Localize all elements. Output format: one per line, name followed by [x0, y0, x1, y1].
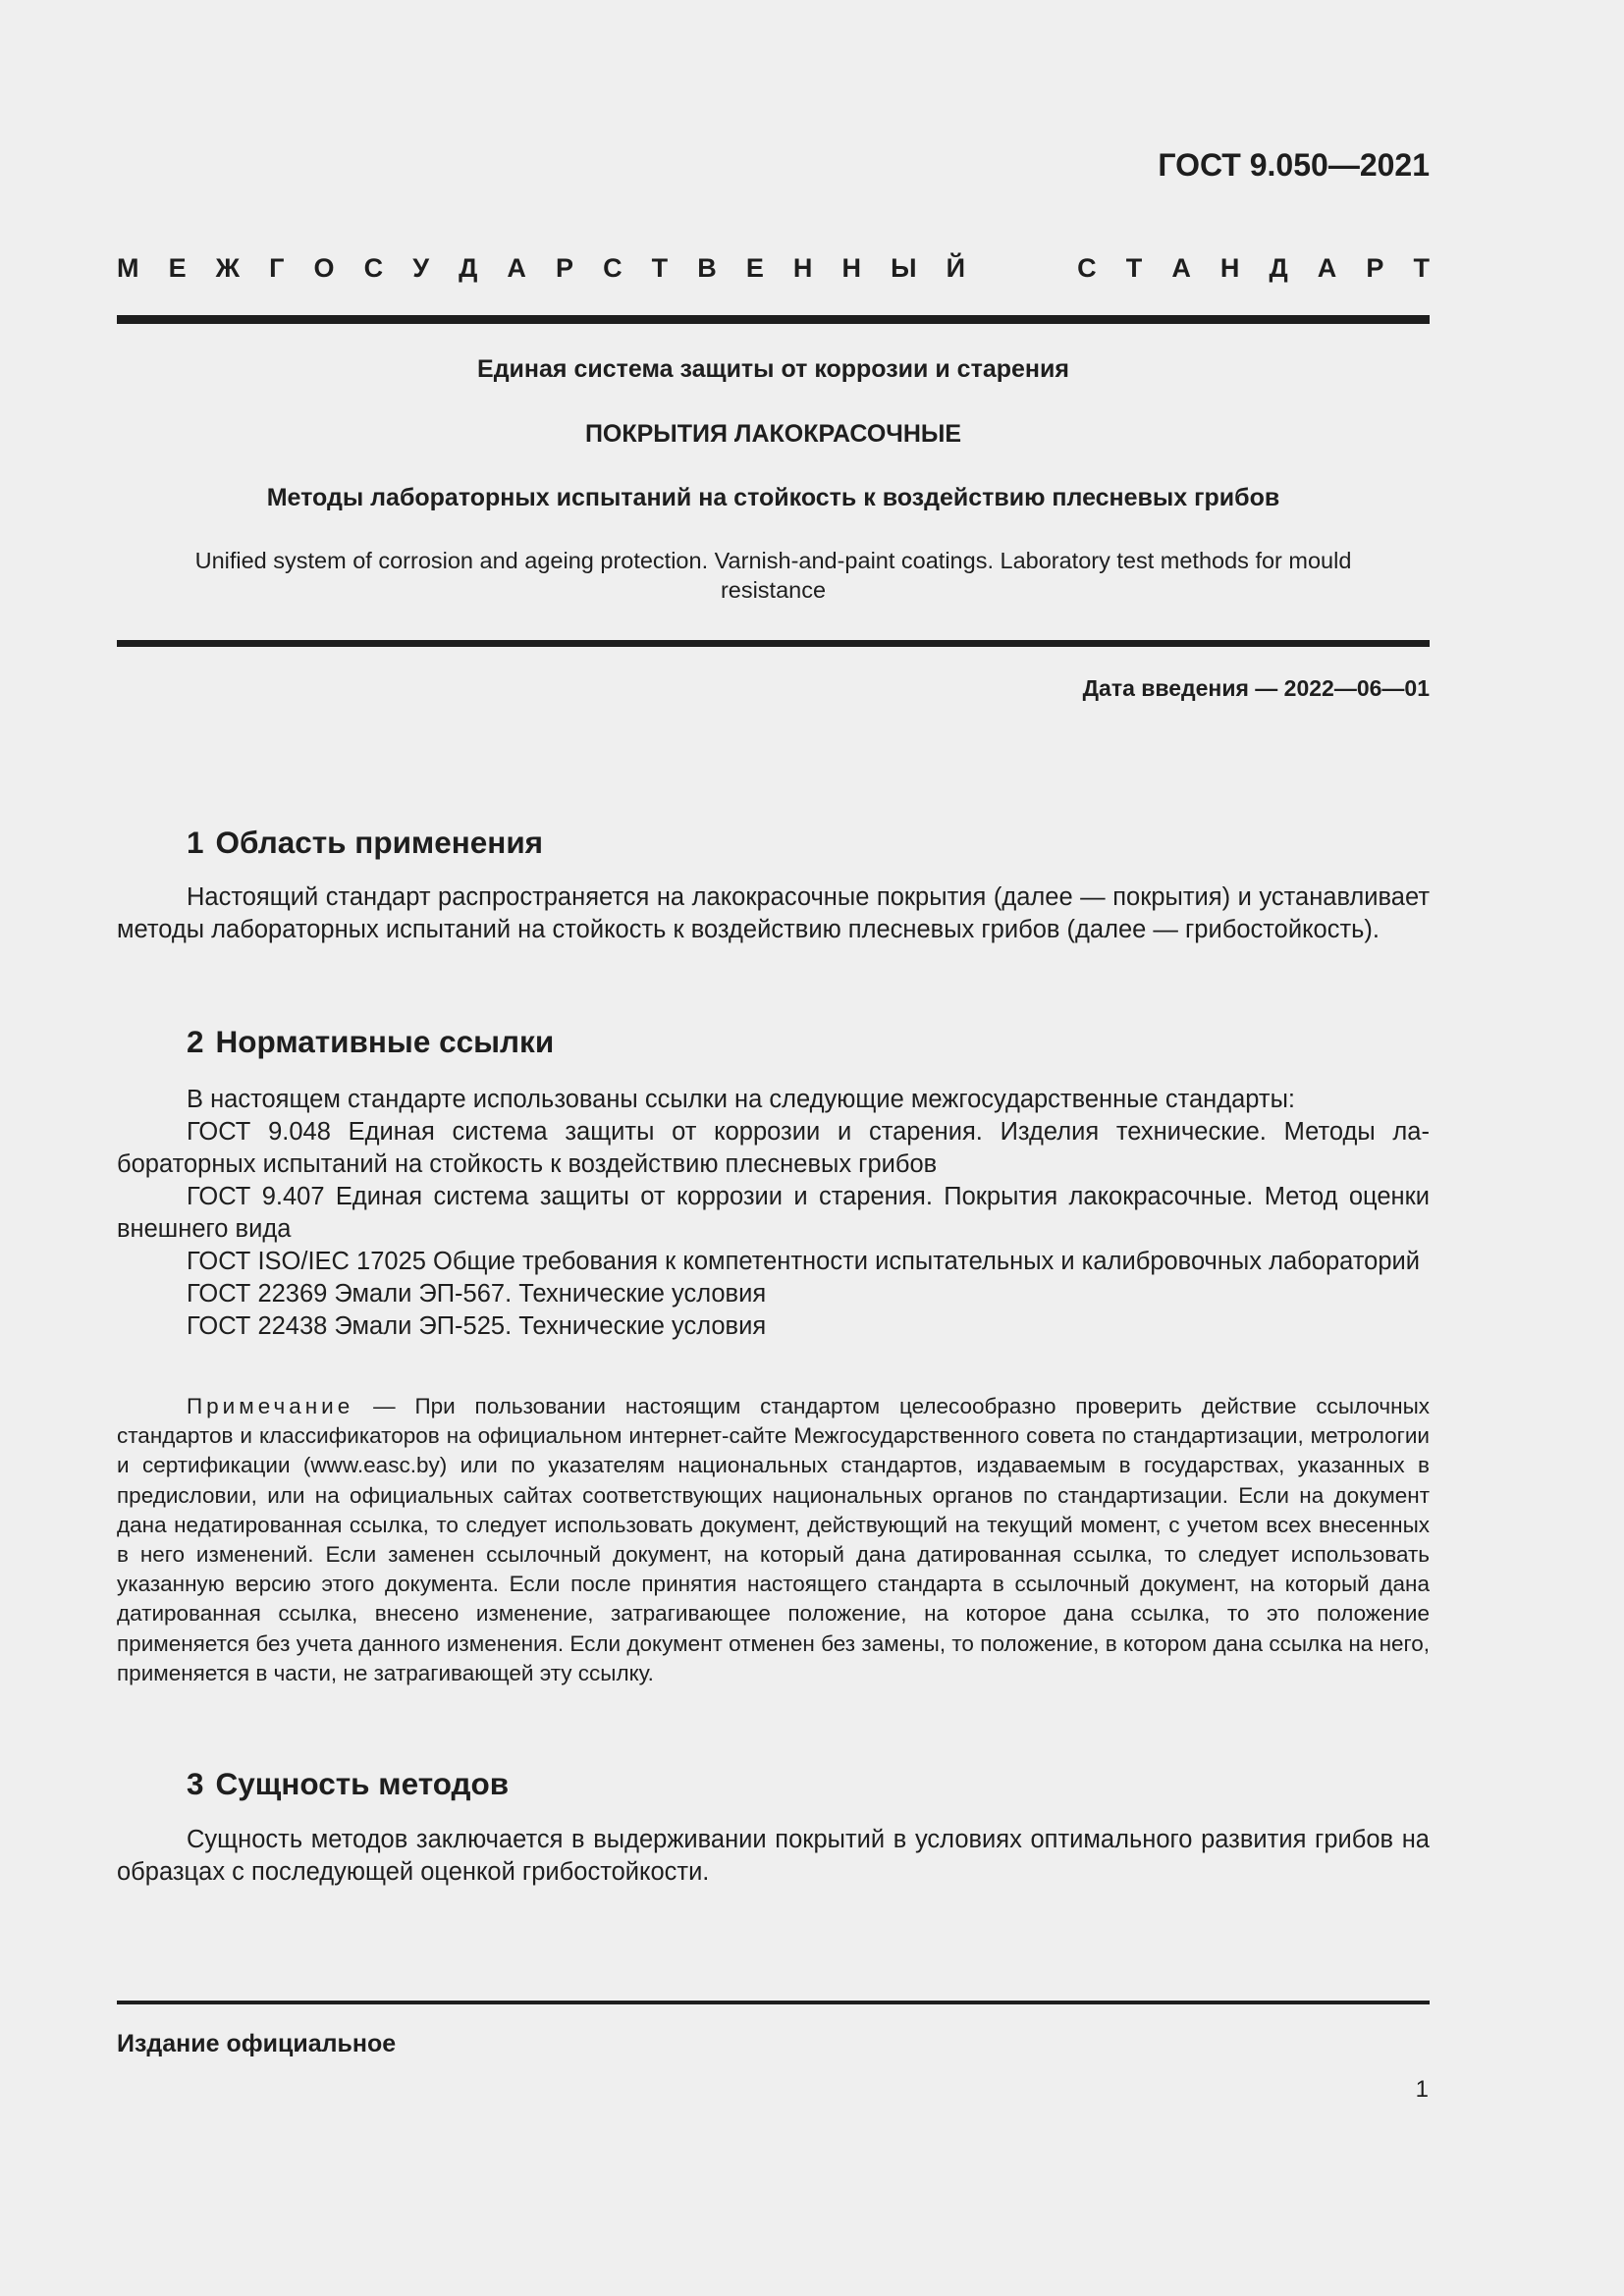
standard-type-letter: Р — [556, 253, 574, 283]
standard-type-letter: Т — [1125, 253, 1143, 283]
english-title: Unified system of corrosion and ageing protection. Varnish-and-paint coatings. Laboratory test methods for mould resistance — [194, 548, 1352, 603]
standard-type-letter: Ы — [891, 253, 917, 283]
section-title: Сущность методов — [215, 1766, 510, 1801]
standard-type-letter: С — [363, 253, 384, 283]
page-number: 1 — [1415, 2076, 1429, 2103]
reference-item: ГОСТ 22369 Эмали ЭП-567. Технические условия — [187, 1280, 767, 1308]
bottom-rule — [117, 2001, 1430, 2004]
standard-type-letter: А — [1317, 253, 1337, 283]
standard-type-letter: Д — [1269, 253, 1288, 283]
standard-type-letter: Т — [1413, 253, 1430, 283]
standard-type-letter: А — [507, 253, 526, 283]
standard-type-letter: Е — [745, 253, 764, 283]
system-title: Единая система защиты от коррозии и старения — [477, 355, 1069, 383]
standard-type-letter: А — [1171, 253, 1191, 283]
top-rule — [117, 315, 1430, 324]
standard-type-letter: Т — [651, 253, 669, 283]
section-1-text: Настоящий стандарт распространяется на лакокрасочные покрытия (далее — покрытия) и устанавливает методы лабораторных испытаний на стойкость к воздействию плесневых грибов (далее — грибостойкость). — [117, 883, 1430, 943]
section-title: Нормативные ссылки — [215, 1024, 555, 1059]
standard-type-letter: У — [412, 253, 430, 283]
standard-type-letter: Н — [1219, 253, 1240, 283]
standard-type-letter: Н — [841, 253, 861, 283]
section-number: 3 — [187, 1766, 204, 1801]
section-2-intro: В настоящем стандарте использованы ссылки на следующие межгосударственные стандарты: — [187, 1086, 1295, 1113]
edition-label: Издание официальное — [117, 2030, 397, 2057]
section-number: 1 — [187, 825, 204, 860]
standard-type-letter: Е — [168, 253, 187, 283]
note-label: Примечание — [187, 1394, 354, 1418]
document-title: ПОКРЫТИЯ ЛАКОКРАСОЧНЫЕ — [584, 420, 962, 448]
standard-type-letter: Н — [792, 253, 813, 283]
word-gap — [995, 253, 1048, 284]
middle-rule — [117, 640, 1430, 647]
standard-type-letter: В — [697, 253, 717, 283]
gost-number: ГОСТ 9.050—2021 — [1158, 147, 1430, 183]
standard-type-letter: Р — [1366, 253, 1384, 283]
standard-type-letter: М — [117, 253, 139, 283]
section-2-heading — [117, 1024, 1430, 1060]
section-3-text: Сущность методов заключается в выдерживании покрытий в условиях оптимального развития грибов на образцах с последующей оценкой грибостойкости. — [117, 1826, 1430, 1886]
reference-item: ГОСТ 9.048 Единая система защиты от коррозии и старения. Изделия технические. Методы лабораторных испытаний на стойкость к воздействию плесневых грибов — [117, 1118, 1430, 1178]
note-text: — При пользовании настоящим стандартом целесообразно проверить действие ссылочных стандартов и классификаторов на официальном интернет-сайте Межгосударственного совета по стандартизации, метрологии и сертификации (www.easc.by) или по указателям национальных стандартов, издаваемым в государствах, указанных в предисловии, или на официальных сайтах соответствующих национальных органов по стандартизации. Если на документ дана недатированная ссылка, то следует использовать документ, действующий на текущий момент, с учетом всех внесенных в него изменений. Если заменен ссылочный документ, на который дана датированная ссылка, то следует использовать указанную версию этого документа. Если после принятия настоящего стандарта в ссылочный документ, на который дана датированная ссылка, внесено изменение, затрагивающее положение, на которое дана ссылка, то это положение применяется без учета данного изменения. Если документ отменен без замены, то положение, в котором дана ссылка на него, применяется в части, не затрагивающей эту ссылку. — [117, 1394, 1430, 1685]
introduction-date: Дата введения — 2022—06—01 — [1082, 675, 1430, 701]
standard-type-letter: С — [603, 253, 623, 283]
standard-type-letter: Д — [459, 253, 478, 283]
section-3-heading — [117, 1766, 1430, 1802]
reference-item: ГОСТ 22438 Эмали ЭП-525. Технические условия — [187, 1312, 767, 1340]
references-list — [117, 1116, 1430, 1343]
section-1-heading — [117, 825, 1430, 861]
standard-type-letter: Ж — [215, 253, 241, 283]
standard-type-heading — [117, 253, 1430, 284]
reference-item: ГОСТ ISO/IEC 17025 Общие требования к компетентности испытательных и калибровочных лабораторий — [187, 1248, 1420, 1275]
section-title: Область применения — [215, 825, 544, 860]
reference-item: ГОСТ 9.407 Единая система защиты от коррозии и старения. Покрытия лакокрасочные. Метод оценки внешнего вида — [117, 1183, 1430, 1243]
standard-type-letter: О — [313, 253, 335, 283]
standard-type-letter: С — [1077, 253, 1097, 283]
standard-type-letter: Й — [946, 253, 965, 283]
references-note — [117, 1392, 1430, 1688]
section-number: 2 — [187, 1024, 204, 1059]
standard-type-letter: Г — [269, 253, 285, 283]
document-subtitle: Методы лабораторных испытаний на стойкость к воздействию плесневых грибов — [266, 484, 1280, 511]
